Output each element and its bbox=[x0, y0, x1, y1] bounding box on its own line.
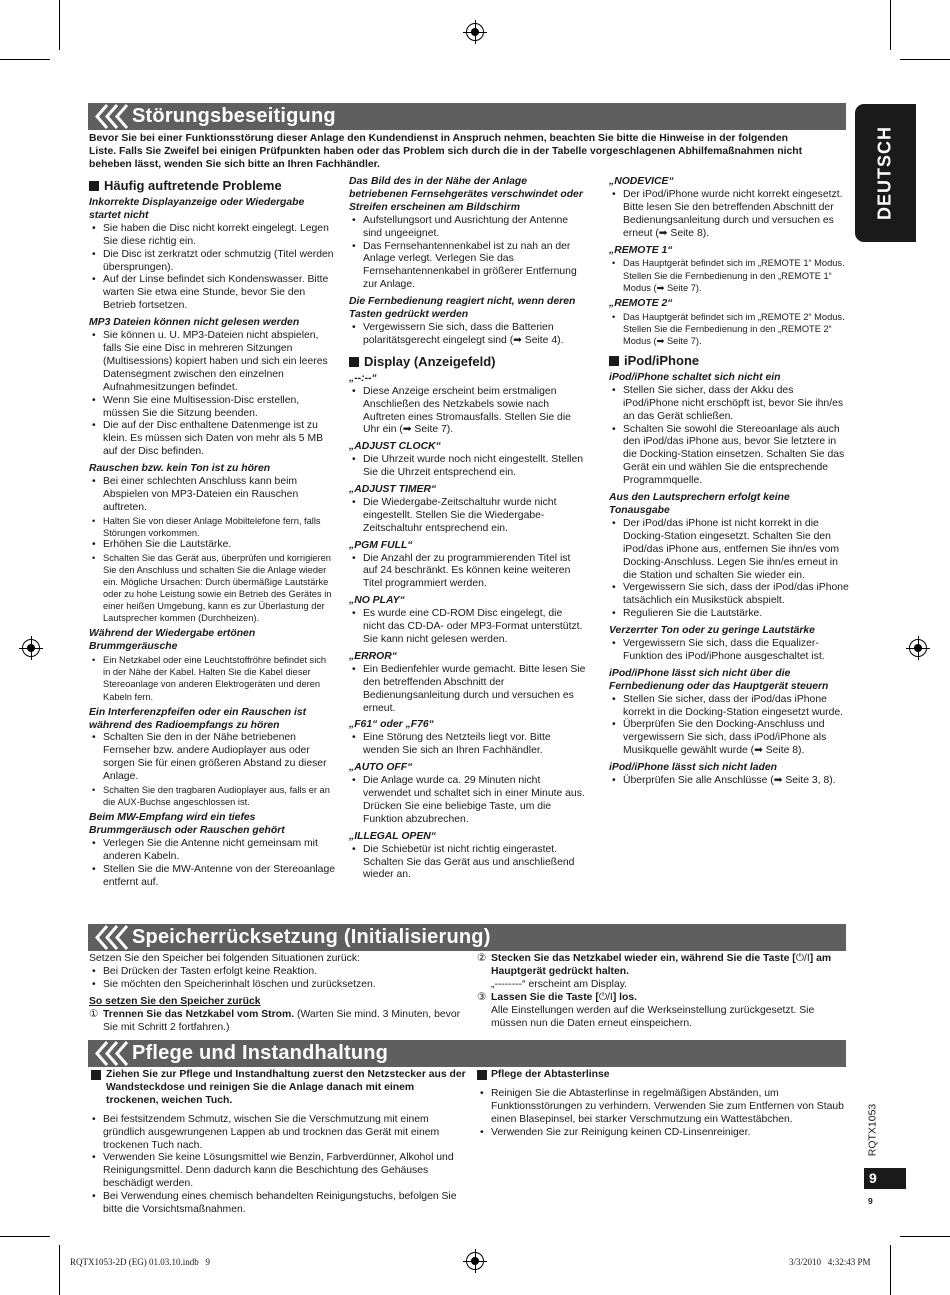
list-item: • Vergewissern Sie sich, dass der iPod/das iPhone tatsächlich ein Musikstück abspielt. bbox=[609, 582, 849, 608]
solution-list bbox=[89, 838, 335, 890]
list-item: • Halten Sie von dieser Anlage Mobiltelefone fern, falls Störungen vorkommen. bbox=[89, 515, 335, 539]
crop-mark bbox=[59, 1245, 60, 1295]
list-item: • Überprüfen Sie alle Anschlüsse (➡ Seite 3, 8). bbox=[609, 775, 849, 788]
list-item: • Die auf der Disc enthaltene Datenmenge ist zu klein. Es müssen sich Daten von mehr als 5 MB auf der Disc befinden. bbox=[89, 420, 335, 459]
footer-date: 3/3/2010 4:32:43 PM bbox=[789, 1257, 871, 1267]
language-tab bbox=[855, 104, 916, 242]
problem-title: iPod/iPhone schaltet sich nicht ein bbox=[609, 371, 781, 383]
list-item: • Vergewissern Sie sich, dass die Batterien polaritätsgerecht eingelegt sind (➡ Seite 4). bbox=[349, 322, 587, 348]
column-1 bbox=[89, 176, 335, 890]
list-item: • Das Hauptgerät befindet sich im „REMOTE 1“ Modus. Stellen Sie die Fernbedienung in den „REMOTE 1“ Modus (➡ Seite 7). bbox=[609, 257, 849, 293]
list-item: • Diese Anzeige erscheint beim erstmaligen Anschließen des Netzkabels sowie nach Auftreten eines Stromausfalls. Stellen Sie die Uhr ein (➡ Seite 7). bbox=[349, 386, 587, 438]
list-item: • Schalten Sie den in der Nähe betriebenen Fernseher bzw. andere Audioplayer aus oder sorgen Sie für einen größeren Abstand zu dieser Anlage. bbox=[89, 732, 335, 784]
display-message-title: „ERROR“ bbox=[349, 650, 397, 662]
list-item: • Sie haben die Disc nicht korrekt eingelegt. Legen Sie diese richtig ein. bbox=[89, 223, 335, 249]
problem-title: Das Bild des in der Nähe der Anlage betriebenen Fernsehgerätes verschwindet oder Streifen erscheinen am Bildschirm bbox=[349, 176, 583, 213]
solution-list bbox=[89, 654, 335, 702]
display-message-title: „ILLEGAL OPEN“ bbox=[349, 830, 436, 842]
problem-title: Verzerrter Ton oder zu geringe Lautstärke bbox=[609, 625, 815, 637]
list-item: • Stellen Sie sicher, dass der Akku des iPod/iPhone nicht erschöpft ist, bevor Sie ihn/es an das Gerät schließen. bbox=[609, 385, 849, 424]
list-item: • Stellen Sie die MW-Antenne von der Stereoanlage entfernt auf. bbox=[89, 864, 335, 890]
list-item: • Erhöhen Sie die Lautstärke. bbox=[89, 539, 335, 552]
problem-title: iPod/iPhone lässt sich nicht laden bbox=[609, 762, 778, 774]
care-right bbox=[477, 1069, 847, 1140]
section-banner-care bbox=[88, 1040, 846, 1067]
list-item: • Die Uhrzeit wurde noch nicht eingestellt. Stellen Sie die Uhrzeit entsprechend ein. bbox=[349, 454, 587, 480]
list-item: • Der iPod/das iPhone ist nicht korrekt in die Docking-Station eingesetzt. Schalten Sie den iPod/das iPhone aus, entfernen Sie ihn/es vom Docking-Anschluss. Legen Sie ihn/es erneut in die Station und schalten Sie wieder ein. bbox=[609, 518, 849, 583]
crop-mark bbox=[890, 1245, 891, 1295]
doc-code-vertical: RQTX1053 bbox=[866, 1103, 879, 1157]
problem-title: Ein Interferenzpfeifen oder ein Rauschen ist während des Radioempfangs zu hören bbox=[89, 706, 307, 731]
list-item: • Schalten Sie sowohl die Stereoanlage als auch den iPod/das iPhone aus, bevor Sie letztere in die Docking-Station einsetzen. Schalten Sie das Gerät ein und wählen Sie die entsprechende Programmquelle. bbox=[609, 424, 849, 489]
display-message-title: „NO PLAY“ bbox=[349, 595, 405, 607]
list-item: • Eine Störung des Netzteils liegt vor. Bitte wenden Sie sich an Ihren Fachhändler. bbox=[349, 732, 587, 758]
problem-title: Inkorrekte Displayanzeige oder Wiedergabe startet nicht bbox=[89, 197, 305, 221]
lens-heading: Pflege der Abtasterlinse bbox=[477, 1069, 847, 1082]
list-item: • Reinigen Sie die Abtasterlinse in regelmäßigen Abständen, um Funktionsstörungen zu verhindern. Verwenden Sie zum Entfernen von Staub einen Blasepinsel, bei starker Verschmutzung ein Wattestäbchen. bbox=[477, 1088, 847, 1127]
section-heading: Häufig auftretende Probleme bbox=[89, 178, 335, 194]
list-item: • Die Disc ist zerkratzt oder schmutzig (Titel werden übersprungen). bbox=[89, 249, 335, 275]
display-message-title: „REMOTE 1“ bbox=[609, 244, 673, 256]
square-bullet-icon bbox=[477, 1070, 487, 1080]
troubleshooting-intro: Bevor Sie bei einer Funktionsstörung dieser Anlage den Kundendienst in Anspruch nehmen, beachten Sie bitte die Hinweise in der folgenden Liste. Falls Sie Zweifel bei einigen Prüfpunkten haben oder das Problem sich durch die in der Tabelle vorgeschlagenen Abhilfemaßnahmen nicht beheben lässt, wenden Sie sich bitte an Ihren Fachhändler. bbox=[89, 133, 803, 170]
registration-mark-icon bbox=[909, 639, 927, 657]
list-item: • Die Wiedergabe-Zeitschaltuhr wurde nicht eingestellt. Stellen Sie die Wiedergabe-Zeitschaltuhr entsprechend ein. bbox=[349, 497, 587, 536]
list-item: • Der iPod/iPhone wurde nicht korrekt eingesetzt. Bitte lesen Sie den betreffenden Abschnitt der Bedienungsanleitung durch und versuchen es erneut (➡ Seite 8). bbox=[609, 189, 849, 241]
list-item: • Bei einer schlechten Anschluss kann beim Abspielen von MP3-Dateien ein Rauschen auftreten. bbox=[89, 476, 335, 515]
solution-list bbox=[349, 215, 587, 292]
reset-how-heading: So setzen Sie den Speicher zurück bbox=[89, 995, 261, 1007]
registration-mark-icon bbox=[466, 1252, 484, 1270]
problem-title: Während der Wiedergabe ertönen Brummgeräusche bbox=[89, 628, 256, 653]
crop-mark bbox=[900, 59, 950, 60]
page-number-box: 9 bbox=[864, 1168, 906, 1189]
problem-title: Aus den Lautsprechern erfolgt keine Tonausgabe bbox=[609, 492, 790, 516]
list-item: • Verwenden Sie zur Reinigung keinen CD-Linsenreiniger. bbox=[477, 1127, 847, 1140]
footer-file: RQTX1053-2D (EG) 01.03.10.indb 9 bbox=[70, 1257, 210, 1267]
chevrons-icon bbox=[92, 924, 132, 951]
reset-right bbox=[477, 953, 847, 1030]
display-message-title: „NODEVICE“ bbox=[609, 176, 674, 187]
section-title: Störungsbeseitigung bbox=[132, 105, 336, 127]
section-banner-reset bbox=[88, 924, 846, 951]
list-item: • Sie möchten den Speicherinhalt löschen und zurücksetzen. bbox=[89, 979, 469, 992]
list-item: • Bei Verwendung eines chemisch behandelten Reinigungstuchs, befolgen Sie bitte die Vorsichtsmaßnahmen. bbox=[89, 1191, 467, 1217]
solution-list bbox=[349, 322, 587, 348]
list-item: • Bei festsitzendem Schmutz, wischen Sie die Verschmutzung mit einem gründlich ausgewrungenen Lappen ab und trocknen das Gerät mit einem trockenen Tuch nach. bbox=[89, 1114, 467, 1153]
section-heading: iPod/iPhone bbox=[609, 353, 849, 369]
list-item: • Ein Netzkabel oder eine Leuchtstoffröhre befindet sich in der Nähe der Kabel. Halten Sie die Kabel dieser Stereoanlage von anderen Elektrogeräten und deren Kabeln fern. bbox=[89, 654, 335, 702]
power-symbol-icon: ⏻/I bbox=[795, 953, 810, 964]
display-message-title: „PGM FULL“ bbox=[349, 539, 413, 551]
reset-intro: Setzen Sie den Speicher bei folgenden Situationen zurück: bbox=[89, 953, 360, 964]
section-banner-troubleshooting bbox=[88, 103, 846, 130]
care-lead: Ziehen Sie zur Pflege und Instandhaltung zuerst den Netzstecker aus der Wandsteckdose und reinigen Sie die Anlage danach mit einem trockenen, weichen Tuch. bbox=[89, 1069, 467, 1108]
display-message-title: „--:--“ bbox=[349, 372, 377, 384]
problem-title: MP3 Dateien können nicht gelesen werden bbox=[89, 317, 300, 329]
registration-mark-icon bbox=[22, 639, 40, 657]
chevrons-icon bbox=[92, 1040, 132, 1067]
chevrons-icon bbox=[92, 103, 132, 130]
list-item: • Verlegen Sie die Antenne nicht gemeinsam mit anderen Kabeln. bbox=[89, 838, 335, 864]
care-left bbox=[89, 1069, 467, 1217]
list-item: • Schalten Sie den tragbaren Audioplayer aus, falls er an die AUX-Buchse angeschlossen ist. bbox=[89, 784, 335, 808]
crop-mark bbox=[900, 1236, 950, 1237]
list-item: • Wenn Sie eine Multisession-Disc erstellen, müssen Sie die Sitzung beenden. bbox=[89, 395, 335, 421]
page-number-small: 9 bbox=[868, 1196, 873, 1206]
reset-step-1: ① Trennen Sie das Netzkabel vom Strom. (Warten Sie mind. 3 Minuten, bevor Sie mit Schritt 2 fortfahren.) bbox=[89, 1008, 461, 1033]
crop-mark bbox=[59, 0, 60, 50]
registration-mark-icon bbox=[466, 23, 484, 41]
reset-step-2: ② Stecken Sie das Netzkabel wieder ein, während Sie die Taste [⏻/I] am Hauptgerät gedrückt halten. „--------“ erscheint am Display. bbox=[477, 953, 832, 990]
problem-title: Beim MW-Empfang wird ein tiefes Brummgeräusch oder Rauschen gehört bbox=[89, 812, 285, 837]
list-item: • Verwenden Sie keine Lösungsmittel wie Benzin, Farbverdünner, Alkohol und Reinigungsmittel. Denn dadurch kann die Beschichtung des Gehäuses beschädigt werden. bbox=[89, 1152, 467, 1191]
list-item: • Auf der Linse befindet sich Kondenswasser. Bitte warten Sie etwa eine Stunde, bevor Sie den Betrieb fortsetzen. bbox=[89, 274, 335, 313]
display-message-title: „REMOTE 2“ bbox=[609, 297, 673, 309]
solution-list bbox=[89, 330, 335, 459]
list-item: • Es wurde eine CD-ROM Disc eingelegt, die nicht das CD-DA- oder MP3-Format unterstützt. Sie kann nicht gelesen werden. bbox=[349, 608, 587, 647]
list-item: • Sie können u. U. MP3-Dateien nicht abspielen, falls Sie eine Disc in mehreren Sitzungen (Multisessions) kopiert haben und sich ein leeres Datensegment zwischen den einzelnen Aufnahmesitzungen befindet. bbox=[89, 330, 335, 395]
list-item: • Überprüfen Sie den Docking-Anschluss und vergewissern Sie sich, dass iPod/iPhone als Musikquelle gewählt wurde (➡ Seite 8). bbox=[609, 719, 849, 758]
square-bullet-icon bbox=[349, 357, 359, 367]
crop-mark bbox=[890, 0, 891, 50]
square-bullet-icon bbox=[91, 1070, 101, 1080]
list-item: • Bei Drücken der Tasten erfolgt keine Reaktion. bbox=[89, 966, 469, 979]
solution-list bbox=[89, 732, 335, 808]
square-bullet-icon bbox=[609, 356, 619, 366]
solution-list bbox=[89, 476, 335, 624]
crop-mark bbox=[0, 1236, 50, 1237]
section-title: Pflege und Instandhaltung bbox=[132, 1042, 389, 1064]
crop-mark bbox=[0, 59, 50, 60]
display-message-title: „F61“ oder „F76“ bbox=[349, 719, 434, 731]
problem-title: Die Fernbedienung reagiert nicht, wenn deren Tasten gedrückt werden bbox=[349, 296, 576, 321]
list-item: • Die Anzahl der zu programmierenden Titel ist auf 24 beschränkt. Es können keine weiteren Titel programmiert werden. bbox=[349, 553, 587, 592]
list-item: • Schalten Sie das Gerät aus, überprüfen und korrigieren Sie den Anschluss und schalten Sie die Anlage wieder ein. Mögliche Ursachen: Durch übermäßige Lautstärke oder zu hohe Leistung sowie ein Betrieb des Gerätes in einer heißen Umgebung, kann es zur Überlastung der Lautsprecher kommen (Durchheizen). bbox=[89, 552, 335, 625]
list-item: • Die Schiebetür ist nicht richtig eingerastet. Schalten Sie das Gerät aus und anschließend wieder an. bbox=[349, 844, 587, 883]
reset-step-3: ③ Lassen Sie die Taste [⏻/I] los. Alle Einstellungen werden auf die Werkseinstellung zurückgesetzt. Sie müssen nun die Daten erneut einspeichern. bbox=[477, 991, 815, 1029]
problem-title: iPod/iPhone lässt sich nicht über die Fernbedienung oder das Hauptgerät steuern bbox=[609, 667, 829, 692]
square-bullet-icon bbox=[89, 181, 99, 191]
list-item: • Aufstellungsort und Ausrichtung der Antenne sind ungeeignet. bbox=[349, 215, 587, 241]
language-tab-label: DEUTSCH bbox=[874, 125, 895, 221]
display-message-title: „ADJUST CLOCK“ bbox=[349, 441, 441, 453]
list-item: • Die Anlage wurde ca. 29 Minuten nicht verwendet und schaltet sich in einer Minute aus. Drücken Sie eine beliebige Taste, um die Funktion abzubrechen. bbox=[349, 775, 587, 827]
list-item: • Das Hauptgerät befindet sich im „REMOTE 2“ Modus. Stellen Sie die Fernbedienung in den „REMOTE 2“ Modus (➡ Seite 7). bbox=[609, 311, 849, 347]
list-item: • Das Fernsehantennenkabel ist zu nah an der Anlage verlegt. Verlegen Sie das Fernsehantennenkabel in größerer Entfernung zur Anlage. bbox=[349, 241, 587, 293]
column-2 bbox=[349, 176, 587, 882]
section-heading: Display (Anzeigefeld) bbox=[349, 354, 587, 370]
column-3 bbox=[609, 176, 849, 788]
display-message-title: „AUTO OFF“ bbox=[349, 762, 413, 774]
reset-left bbox=[89, 953, 469, 1034]
list-item: • Stellen Sie sicher, dass der iPod/das iPhone korrekt in die Docking-Station eingesetzt wurde. bbox=[609, 694, 849, 720]
list-item: • Regulieren Sie die Lautstärke. bbox=[609, 608, 849, 621]
list-item: • Ein Bedienfehler wurde gemacht. Bitte lesen Sie den betreffenden Abschnitt der Bedienungsanleitung durch und versuchen es erneut. bbox=[349, 664, 587, 716]
list-item: • Vergewissern Sie sich, dass die Equalizer-Funktion des iPod/iPhone ausgeschaltet ist. bbox=[609, 638, 849, 664]
problem-title: Rauschen bzw. kein Ton ist zu hören bbox=[89, 463, 271, 475]
power-symbol-icon: ⏻/I bbox=[598, 991, 613, 1003]
solution-list bbox=[89, 223, 335, 313]
section-title: Speicherrücksetzung (Initialisierung) bbox=[132, 926, 491, 948]
display-message-title: „ADJUST TIMER“ bbox=[349, 484, 437, 496]
